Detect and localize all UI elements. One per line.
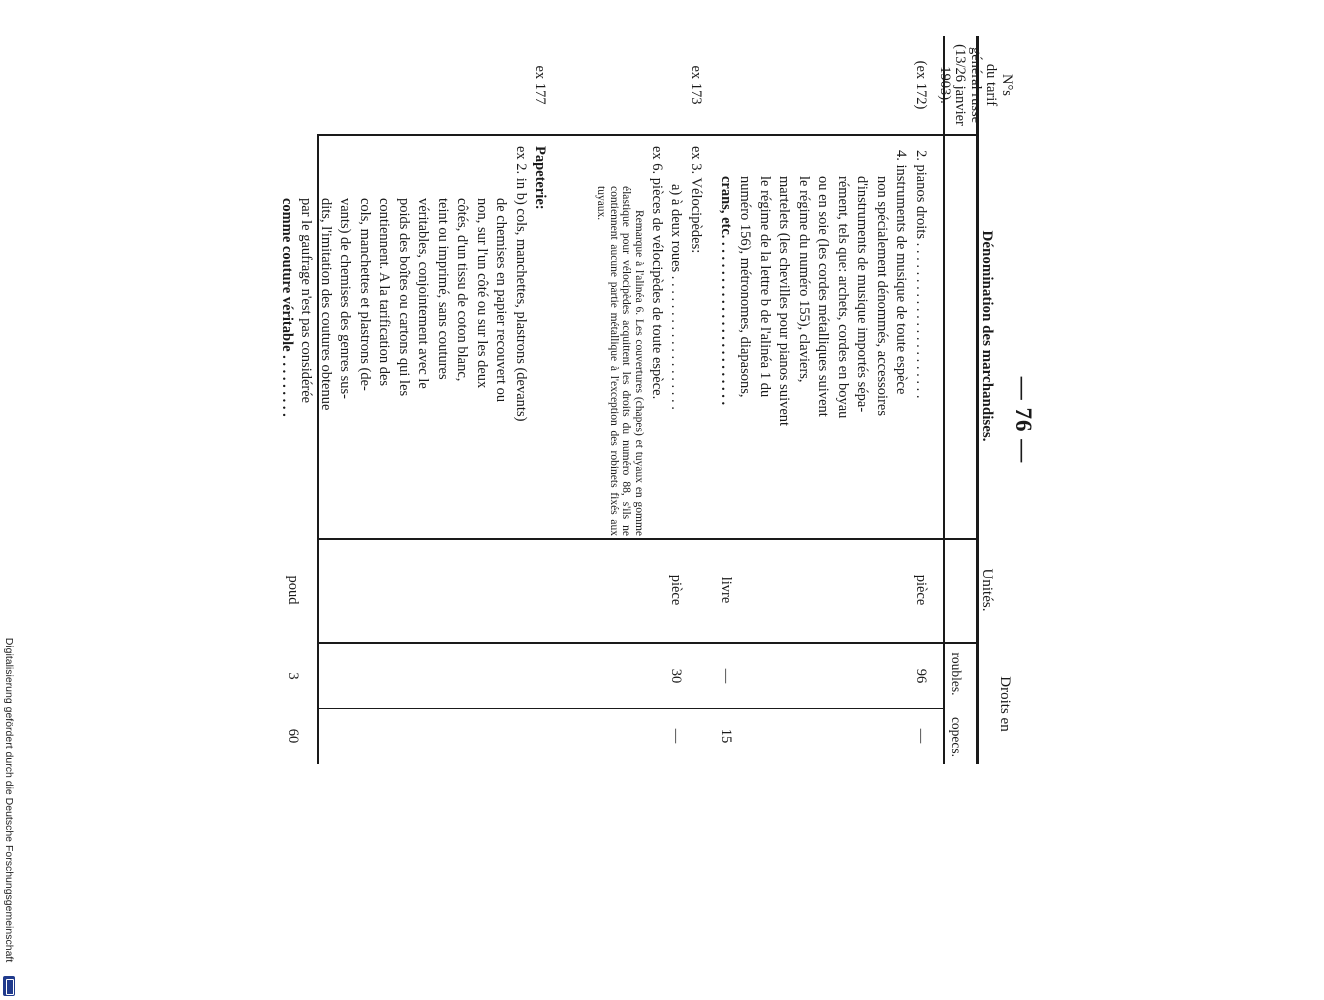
dfg-logo-icon <box>3 976 15 996</box>
header-unites: Unités. <box>979 568 995 612</box>
entry-text: ex 3. Vélocipèdes: a) à deux roues . . . . . . . . . . . . . . . . . . . ex 6. pièces de vélocipèdes de toute espèce. <box>649 146 704 410</box>
header-copecs: copecs. <box>949 716 964 758</box>
col-rule-2 <box>317 538 979 540</box>
roubles-cell: 3 <box>285 672 301 680</box>
col-rule-1 <box>317 134 979 136</box>
page-number: — 76 — <box>1011 376 1036 464</box>
section-heading: Papeterie: <box>532 146 548 210</box>
header-roubles: roubles. <box>949 652 964 696</box>
tarif-cell: ex 173 <box>688 65 704 105</box>
roubles-cell: 96 <box>913 668 929 684</box>
roubles-cell: — <box>718 668 734 684</box>
tarif-cell: ex 177 <box>532 65 548 105</box>
entry-text: ex 2. in b) cols, manchettes, plastrons (devants) de chemises en papier recouvert ou non, sur l'un côté ou sur les deux côtés, d'un tissu de coton blanc, teint ou imprimé, sans coutures véritables, conjointement avec le poids des boîtes ou cartons qui les contiennent. A la tarification des cols, manchettes et plastrons (de- vants) de chemises des genres sus- dits, l'imitation des coutures obtenue par le gaufrage n'est pas considérée comme couture véritable . . . . . . . . . <box>279 146 529 422</box>
tarif-cell: (ex 172) <box>913 60 929 110</box>
unit-cell: pièce <box>913 574 929 606</box>
col-rule-4 <box>317 708 945 709</box>
remark-note: Remarque à l'alinéa 6. Les couvertures (chapes) et tuyaux en gomme élastique pour vélocipèdes acquittent les droits du numéro 88, s'ils ne contiennent aucune partie métallique à l'exception des robinets fixés aux tuyaux. <box>595 186 645 536</box>
digitization-text: Digitalisierung gefördert durch die Deutsche Forschungsgemeinschaft <box>3 637 15 963</box>
header-tarif: N°s du tarif général russe (13/26 janvier 1903). <box>937 44 1015 126</box>
copecs-cell: 15 <box>718 728 734 744</box>
entry-text: 2. pianos droits . . . . . . . . . . . . . . . . . . . . . . 4. instruments de musique de toute espèce non spécialement dénommés, accessoires d'instruments de musique importés sépa- rément, tels que: archets, cordes en boyau ou en soie (les cordes métalliques suivent le régime du numéro 155), claviers, martelets (les chevilles pour pianos suivent le régime de la lettre b de l'alinéa 1 du numéro 156), métronomes, diapasons, crans, etc. . . . . . . . . . . . . . . . . . . . . . . . <box>716 176 931 536</box>
list-item: 4. instruments de musique de toute espèce <box>893 150 910 395</box>
copecs-cell: — <box>913 728 929 744</box>
copecs-cell: 60 <box>285 728 301 744</box>
unit-cell: livre <box>718 576 734 604</box>
unit-cell: poud <box>285 575 301 605</box>
copecs-cell: — <box>668 728 684 744</box>
header-bottom-rule <box>944 36 946 764</box>
header-denomination: Dénomination des marchandises. <box>979 230 995 442</box>
header-droits: Droits en <box>997 676 1013 732</box>
col-rule-3 <box>317 642 979 644</box>
roubles-cell: 30 <box>668 668 684 684</box>
unit-cell: pièce <box>668 574 684 606</box>
digitization-note <box>1 606 17 994</box>
list-item: 2. pianos droits . . . . . . . . . . . . . . . . . . . . . . <box>913 150 929 399</box>
document-page <box>242 0 1042 1000</box>
